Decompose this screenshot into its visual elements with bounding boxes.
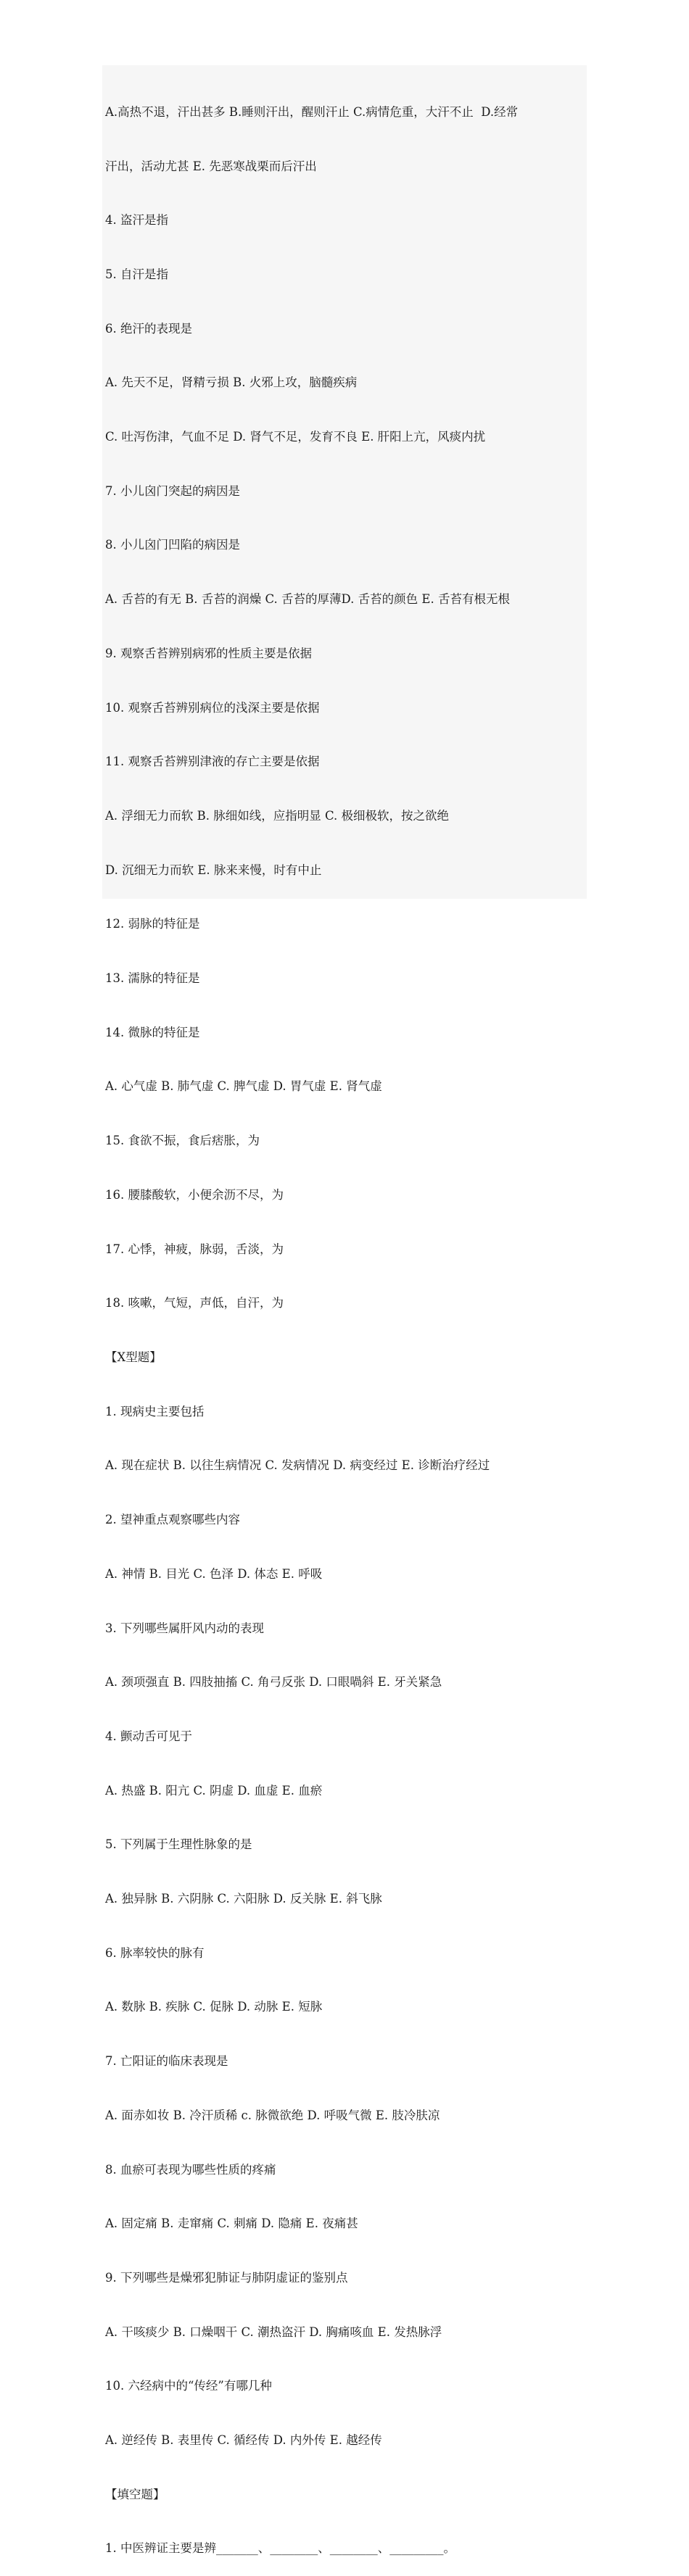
question-line: 5. 自汗是指	[105, 267, 168, 281]
section-heading: 【填空题】	[105, 2487, 165, 2501]
options-line: A. 干咳痰少 B. 口燥咽干 C. 潮热盗汗 D. 胸痛咳血 E. 发热脉浮	[105, 2324, 442, 2339]
options-line: A. 舌苔的有无 B. 舌苔的润燥 C. 舌苔的厚薄D. 舌苔的颜色 E. 舌苔有根无根	[105, 592, 510, 607]
options-line: A. 现在症状 B. 以往生病情况 C. 发病情况 D. 病变经过 E. 诊断治疗经过	[105, 1458, 490, 1473]
options-line: A. 浮细无力而软 B. 脉细如线，应指明显 C. 极细极软，按之欲绝	[105, 808, 450, 823]
options-line: A. 逆经传 B. 表里传 C. 循经传 D. 内外传 E. 越经传	[105, 2433, 382, 2448]
options-line: D. 沉细无力而软 E. 脉来来慢，时有中止	[105, 863, 322, 877]
question-line: 13. 濡脉的特征是	[105, 971, 200, 986]
question-line: 16. 腰膝酸软，小便余沥不尽，为	[105, 1187, 284, 1202]
question-line: 7. 亡阳证的临床表现是	[105, 2054, 228, 2069]
options-line: A. 面赤如妆 B. 冷汗质稀 c. 脉微欲绝 D. 呼吸气微 E. 肢冷肤凉	[105, 2108, 440, 2122]
options-line: A. 数脉 B. 疾脉 C. 促脉 D. 动脉 E. 短脉	[105, 2000, 323, 2014]
options-line: A. 心气虚 B. 肺气虚 C. 脾气虚 D. 胃气虚 E. 肾气虚	[105, 1079, 382, 1094]
text-line: 汗出，活动尤甚 E. 先恶寒战栗而后汗出	[105, 159, 317, 173]
question-line: 14. 微脉的特征是	[105, 1025, 200, 1039]
options-line: C. 吐泻伤津，气血不足 D. 肾气不足，发育不良 E. 肝阳上亢，风痰内扰	[105, 430, 486, 444]
question-line: 4. 盗汗是指	[105, 213, 168, 228]
question-line: 3. 下列哪些属肝风内动的表现	[105, 1621, 264, 1635]
options-line: A. 热盛 B. 阳亢 C. 阴虚 D. 血虚 E. 血瘀	[105, 1783, 323, 1798]
options-line: A. 神情 B. 目光 C. 色泽 D. 体态 E. 呼吸	[105, 1566, 323, 1581]
text-line: A.高热不退，汗出甚多 B.睡则汗出，醒则汗止 C.病情危重，大汗不止 D.经常	[105, 104, 519, 119]
options-line: A. 独异脉 B. 六阴脉 C. 六阳脉 D. 反关脉 E. 斜飞脉	[105, 1892, 382, 1906]
question-line: 8. 小儿囟门凹陷的病因是	[105, 538, 240, 552]
question-line: 6. 绝汗的表现是	[105, 321, 192, 336]
question-line: 4. 颤动舌可见于	[105, 1729, 192, 1743]
question-line: 6. 脉率较快的脉有	[105, 1945, 205, 1960]
question-line: 10. 观察舌苔辨别病位的浅深主要是依据	[105, 700, 320, 715]
fill-in-line: 1. 中医辨证主要是辨_______、________、________、_________。	[105, 2541, 455, 2556]
options-line: A. 固定痛 B. 走窜痛 C. 刺痛 D. 隐痛 E. 夜痛甚	[105, 2216, 358, 2231]
question-line: 1. 现病史主要包括	[105, 1404, 205, 1418]
question-line: 11. 观察舌苔辨别津液的存亡主要是依据	[105, 755, 320, 769]
question-line: 17. 心悸，神疲，脉弱，舌淡，为	[105, 1242, 284, 1256]
question-line: 9. 下列哪些是燥邪犯肺证与肺阴虚证的鉴别点	[105, 2270, 348, 2285]
question-line: 15. 食欲不振，食后痞胀，为	[105, 1134, 260, 1148]
question-line: 18. 咳嗽，气短，声低，自汗，为	[105, 1296, 284, 1310]
question-line: 5. 下列属于生理性脉象的是	[105, 1837, 252, 1852]
question-line: 12. 弱脉的特征是	[105, 917, 200, 931]
question-line: 8. 血瘀可表现为哪些性质的疼痛	[105, 2162, 276, 2177]
document-body	[105, 67, 590, 2576]
question-line: 9. 观察舌苔辨别病邪的性质主要是依据	[105, 646, 312, 660]
section-heading: 【X型题】	[105, 1350, 162, 1364]
options-line: A. 先天不足，肾精亏损 B. 火邪上攻，脑髓疾病	[105, 375, 358, 390]
question-line: 7. 小儿囟门突起的病因是	[105, 483, 240, 498]
options-line: A. 颈项强直 B. 四肢抽搐 C. 角弓反张 D. 口眼喎斜 E. 牙关紧急	[105, 1675, 442, 1690]
question-line: 2. 望神重点观察哪些内容	[105, 1513, 240, 1527]
question-line: 10. 六经病中的“传经”有哪几种	[105, 2379, 272, 2393]
